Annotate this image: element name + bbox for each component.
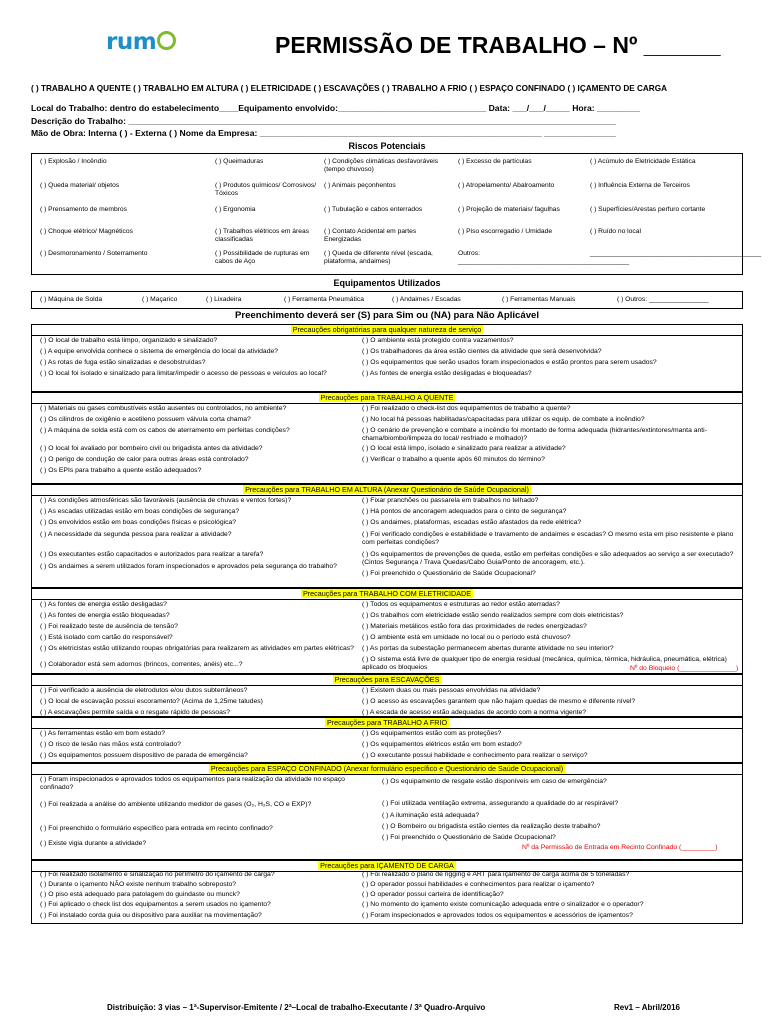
checklist-item[interactable]: ( ) Foi utilizada ventilação extrema, assegurando a qualidade do ar respirável? <box>382 800 619 807</box>
checklist-item[interactable]: ( ) As escadas utilizadas estão em boas condições de segurança? <box>40 508 240 515</box>
checklist-item[interactable]: ( ) Foi aplicado o check list dos equipamentos a serem usados no içamento? <box>40 901 271 908</box>
checklist-item[interactable]: ( ) Foi realizado o check-list dos equipamentos de trabalho a quente? <box>362 405 571 412</box>
checklist-item[interactable]: ( ) As portas da subestação permanecem abertas durante atividade no seu interior? <box>362 645 614 652</box>
checklist-item[interactable]: ( ) O local foi isolado e sinalizado para limitar/impedir o acesso de pessoas e veículos ao local? <box>40 370 327 377</box>
reference-number-note[interactable]: Nº do Bloqueio (_______________) <box>630 665 739 672</box>
checklist-item[interactable]: ( ) Existem duas ou mais pessoas envolvidas na atividade? <box>362 687 541 694</box>
checklist-item[interactable]: ( ) Os equipamentos possuem dispositivo de parada de emergência? <box>40 752 248 759</box>
checklist-item[interactable]: ( ) Os executantes estão capacitados e autorizados para realizar a tarefa? <box>40 551 264 558</box>
checklist-item[interactable]: ( ) Há pontos de ancoragem adequados para o cinto de segurança? <box>362 508 567 515</box>
checklist-item[interactable]: ( ) A iluminação está adequada? <box>382 812 480 819</box>
risco-item[interactable]: ( ) Contato Acidental em partes Energizadas <box>324 228 417 244</box>
checklist-item[interactable]: ( ) O operador possui habilidades e conhecimentos para realizar o içamento? <box>362 881 595 888</box>
checklist-item[interactable]: ( ) Os EPIs para trabalho a quente estão adequados? <box>40 467 202 474</box>
checklist-item[interactable]: ( ) Foi realizado o plano de rigging e ART para içamento de carga acima de 5 toneladas? <box>362 871 630 878</box>
risco-item[interactable]: ( ) Possibilidade de rupturas em cabos de Aço <box>215 250 310 266</box>
riscos-box <box>31 153 762 275</box>
risco-item[interactable]: ( ) Excesso de partículas <box>458 158 532 165</box>
risco-item[interactable]: ( ) Explosão / Incêndio <box>40 158 107 165</box>
checklist-item[interactable]: ( ) O cenário de prevenção e combate a incêndio foi montado de forma adequada (hidrantes/extintores/manta anti-chama/biombo/limpeza do local/ resfriado e molhado)? <box>362 427 707 442</box>
checklist-item[interactable]: ( ) A máquina de solda está com os cabos de aterramento em perfeitas condições? <box>40 427 290 434</box>
footer-revision: Rev1 – Abril/2016 <box>614 1003 680 1012</box>
section-title <box>32 393 742 404</box>
equip-item[interactable]: ( ) Máquina de Solda <box>40 296 103 303</box>
risco-item[interactable]: ( ) Ruído no local <box>590 228 641 235</box>
reference-number-note[interactable]: Nº da Permissão de Entrada em Recinto Confinado (_________) <box>522 844 718 851</box>
section-title-text: Precauções para ESCAVAÇÕES <box>334 675 440 684</box>
section-title <box>32 589 742 600</box>
section-box <box>31 717 743 763</box>
risco-item[interactable]: Outros: ______________________________________________ <box>458 250 630 266</box>
checklist-item[interactable]: ( ) Foram inspecionados e aprovados todos os equipamentos para realização da atividade no espaço confinado? <box>40 776 345 791</box>
info-local: Local do Trabalho: dentro do estabelecimento____Equipamento envolvido:_______________________________ Data: ___/___/_____ Hora: _________ <box>31 103 641 113</box>
checklist-item[interactable]: ( ) O executante possui habilidade e conhecimento para realizar o serviço? <box>362 752 588 759</box>
equip-item[interactable]: ( ) Ferramenta Pneumática <box>284 296 364 303</box>
checklist-item[interactable]: ( ) O ambiente está em umidade no local ou o período está chuvoso? <box>362 634 571 641</box>
section-title <box>32 485 742 496</box>
equip-box <box>31 291 743 309</box>
equip-item[interactable]: ( ) Andaimes / Escadas <box>392 296 461 303</box>
risco-item[interactable]: ( ) Atropelamento/ Abalroamento <box>458 182 555 189</box>
section-title-text: Precauções para ESPAÇO CONFINADO (Anexar formulário específico e Questionário de Saúde Ocupacional) <box>210 764 564 773</box>
risco-item[interactable]: ( ) Desmoronamento / Soterramento <box>40 250 148 257</box>
checklist-item[interactable]: ( ) Verificar o trabalho a quente após 60 minutos do término? <box>362 456 545 463</box>
checklist-item[interactable]: ( ) A escada de acesso estão adequadas de acordo com a norma vigente? <box>362 709 587 716</box>
risco-item[interactable]: ( ) Choque elétrico/ Magnéticos <box>40 228 133 235</box>
risco-item[interactable]: ( ) Trabalhos elétricos em áreas classificadas <box>215 228 310 244</box>
logo-circle-icon <box>157 31 176 50</box>
checklist-item[interactable]: ( ) Materiais metálicos estão fora das proximidades de redes energizadas? <box>362 623 587 630</box>
footer-distribution: Distribuição: 3 vias – 1ª-Supervisor-Emitente / 2ª–Local de trabalho-Executante / 3ª Quadro-Arquivo <box>107 1003 486 1012</box>
risco-item[interactable]: ______________________________________________ <box>590 250 762 257</box>
info-mao-de-obra: Mão de Obra: Interna ( ) - Externa ( ) Nome da Empresa: ___________________________________________________________ _______________ <box>31 128 616 138</box>
risco-item[interactable]: ( ) Prensamento de membros <box>40 206 127 213</box>
checklist-item[interactable]: ( ) Existe vigia durante a atividade? <box>40 840 147 847</box>
risco-item[interactable]: ( ) Tubulação e cabos enterrados <box>324 206 423 213</box>
checklist-item[interactable]: ( ) Os cilindros de oxigênio e acetileno possuem válvula corta chama? <box>40 416 251 423</box>
equip-item[interactable]: ( ) Outros: ________________ <box>617 296 709 303</box>
rumo-logo: rum <box>106 28 176 56</box>
section-title <box>32 675 742 686</box>
checklist-item[interactable]: ( ) O acesso as escavações garantem que não hajam quedas de mesmo e diferente nível? <box>362 698 636 705</box>
checklist-item[interactable]: ( ) Foi verificado condições e estabilidade e travamento de andaimes e escadas? O mesmo esta em piso resistente e plano com perfeitas condições? <box>362 531 734 546</box>
section-box <box>31 484 743 588</box>
checklist-item[interactable]: ( ) Os equipamento de resgate estão disponíveis em caso de emergência? <box>382 778 607 785</box>
section-title-text: Precauções para TRABALHO A QUENTE <box>320 393 454 402</box>
checklist-item[interactable]: ( ) Todos os equipamentos e estruturas ao redor estão aterradas? <box>362 601 560 608</box>
section-box <box>31 324 743 392</box>
checklist-item[interactable]: ( ) Os trabalhos com eletricidade estão sendo realizados sempre com dois eletricistas? <box>362 612 624 619</box>
section-title <box>32 764 742 775</box>
checklist-item[interactable]: ( ) Foram inspecionados e aprovados todos os equipamentos e acessórios de içamentos? <box>362 912 633 919</box>
checklist-item[interactable]: ( ) As rotas de fuga estão sinalizadas e desobstruídas? <box>40 359 206 366</box>
checklist-item[interactable]: ( ) Foi instalado corda guia ou dispositivo para auxiliar na movimentação? <box>40 912 262 919</box>
section-title-text: Precauções obrigatórias para qualquer natureza de serviço <box>292 325 482 334</box>
checklist-item[interactable]: ( ) Materiais ou gases combustíveis estão ausentes ou controlados, no ambiente? <box>40 405 287 412</box>
checklist-item[interactable]: ( ) O sistema está livre de qualquer tipo de energia residual (mecânica, química, térmica, hidráulica, pneumática, elétrica) aplicado os bloqueios <box>362 656 727 671</box>
checklist-item[interactable]: ( ) As fontes de energia estão bloqueadas? <box>40 612 170 619</box>
checklist-item[interactable]: ( ) Os equipamentos de prevenções de queda, estão em perfeitas condições e são adequados ao serviço a ser executado? (Cintos Segurança / Trava Quedas/Cabo Guia/Ponto de ancoragem, etc.). <box>362 551 734 566</box>
risco-item[interactable]: ( ) Produtos químicos/ Corrosivos/ Tóxicos <box>215 182 317 198</box>
checklist-item[interactable]: ( ) Foi realizado teste de ausência de tensão? <box>40 623 178 630</box>
checklist-item[interactable]: ( ) As fontes de energia estão desligadas? <box>40 601 167 608</box>
work-types: ( ) TRABALHO A QUENTE ( ) TRABALHO EM ALTURA ( ) ELETRICIDADE ( ) ESCAVAÇÕES ( ) TRABALHO A FRIO ( ) ESPAÇO CONFINADO ( ) IÇAMENTO DE CARGA <box>31 84 668 93</box>
checklist-item[interactable]: ( ) O operador possui carteira de identificação? <box>362 891 504 898</box>
checklist-item[interactable]: ( ) Os eletricistas estão utilizando roupas obrigatórias para realizarem as atividades em partes elétricas? <box>40 645 354 652</box>
checklist-item[interactable]: ( ) O local de trabalho está limpo, organizado e sinalizado? <box>40 337 218 344</box>
risco-item[interactable]: ( ) Queda material/ objetos <box>40 182 120 189</box>
section-title-text: Precauções para TRABALHO A FRIO <box>326 718 448 727</box>
risco-item[interactable]: ( ) Condições climáticas desfavoráveis (tempo chuvoso) <box>324 158 439 174</box>
checklist-item[interactable]: ( ) Os trabalhadores da área estão cientes da atividade que será desenvolvida? <box>362 348 602 355</box>
equip-item[interactable]: ( ) Ferramentas Manuais <box>502 296 576 303</box>
checklist-item[interactable]: ( ) Colaborador está sem adornos (brincos, correntes, anéis) etc...? <box>40 661 243 668</box>
checklist-item[interactable]: ( ) Fixar pranchões ou passarela em trabalhos no telhado? <box>362 497 539 504</box>
checklist-item[interactable]: ( ) A equipe envolvida conhece o sistema de emergência do local da atividade? <box>40 348 279 355</box>
risco-item[interactable]: ( ) Queda de diferente nível (escada, plataforma, andaimes) <box>324 250 433 266</box>
checklist-item[interactable]: ( ) Os andaimes, plataformas, escadas estão afastados da rede elétrica? <box>362 519 582 526</box>
equip-item[interactable]: ( ) Lixadeira <box>206 296 242 303</box>
checklist-item[interactable]: ( ) Foi realizado isolamento e sinalização no perímetro do içamento de carga? <box>40 871 275 878</box>
risco-item[interactable]: ( ) Acúmulo de Eletricidade Estática <box>590 158 696 165</box>
checklist-item[interactable]: ( ) No local há pessoas habilitadas/capacitadas para utilizar os equip. de combate a incêndio? <box>362 416 645 423</box>
checklist-item[interactable]: ( ) A escavações permite saída e o resgate rápido de pessoas? <box>40 709 231 716</box>
checklist-item[interactable]: ( ) As ferramentas estão em bom estado? <box>40 730 166 737</box>
checklist-item[interactable]: ( ) Foi preenchido o formulário específico para entrada em recinto confinado? <box>40 825 273 832</box>
checklist-item[interactable]: ( ) Os andaimes a serem utilizados foram inspecionados e aprovados pela segurança do trabalho? <box>40 563 337 570</box>
checklist-item[interactable]: ( ) O risco de lesão nas mãos está controlado? <box>40 741 181 748</box>
checklist-item[interactable]: ( ) Os envolvidos estão em boas condições físicas e psicológica? <box>40 519 237 526</box>
risco-item[interactable]: ( ) Influência Externa de Terceiros <box>590 182 690 189</box>
risco-item[interactable]: ( ) Animais peçonhentos <box>324 182 396 189</box>
checklist-item[interactable]: ( ) Os equipamentos elétricos estão em bom estado? <box>362 741 522 748</box>
section-box <box>31 763 743 860</box>
section-title <box>32 325 742 336</box>
info-descricao: Descrição do Trabalho: ______________________________________________________________________________________________________ <box>31 116 616 126</box>
checklist-item[interactable]: ( ) Está isolado com cartão do responsável? <box>40 634 173 641</box>
checklist-item[interactable]: ( ) No momento do içamento existe comunicação adequada entre o sinalizador e o operador? <box>362 901 644 908</box>
risco-item[interactable]: ( ) Piso escorregadio / Umidade <box>458 228 553 235</box>
checklist-item[interactable]: ( ) O perigo de condução de calor para outras áreas está controlado? <box>40 456 249 463</box>
checklist-item[interactable]: ( ) Foi preenchido o Questionário de Saúde Ocupacional? <box>382 834 556 841</box>
equip-title: Equipamentos Utilizados <box>333 278 441 288</box>
checklist-item[interactable]: ( ) Foi verificado a ausência de eletrodutos e/ou dutos subterrâneos? <box>40 687 248 694</box>
risco-item[interactable]: ( ) Queimaduras <box>215 158 264 165</box>
section-title-text: Precauções para IÇAMENTO DE CARGA <box>320 861 454 870</box>
checklist-item[interactable]: ( ) As fontes de energia estão desligadas e bloqueadas? <box>362 370 532 377</box>
risco-item[interactable]: ( ) Superfícies/Arestas perfuro cortante <box>590 206 706 213</box>
checklist-item[interactable]: ( ) O local está limpo, isolado e sinalizado para realizar a atividade? <box>362 445 566 452</box>
section-box <box>31 674 743 717</box>
risco-item[interactable]: ( ) Ergonomia <box>215 206 256 213</box>
checklist-item[interactable]: ( ) Os equipamentos estão com as proteções? <box>362 730 502 737</box>
risco-item[interactable]: ( ) Projeção de materiais/ fagulhas <box>458 206 560 213</box>
checklist-item[interactable]: ( ) O ambiente está protegido contra vazamentos? <box>362 337 514 344</box>
checklist-item[interactable]: ( ) A necessidade da segunda pessoa para realizar a atividade? <box>40 531 232 538</box>
page-title: PERMISSÃO DE TRABALHO – Nº ______ <box>275 32 721 58</box>
checklist-item[interactable]: ( ) Os equipamentos que serão usados foram inspecionados e estão prontos para serem usados? <box>362 359 657 366</box>
section-box <box>31 860 743 924</box>
checklist-item[interactable]: ( ) Foi preenchido o Questionário de Saúde Ocupacional? <box>362 570 536 577</box>
checklist-item[interactable]: ( ) O piso está adequado para patolagem do guindaste ou munck? <box>40 891 240 898</box>
checklist-item[interactable]: ( ) Durante o içamento NÃO existe nenhum trabalho sobreposto? <box>40 881 237 888</box>
fill-note: Preenchimento deverá ser (S) para Sim ou (NA) para Não Aplicável <box>234 310 540 321</box>
section-title <box>32 718 742 729</box>
section-title-text: Precauções para TRABALHO EM ALTURA (Anexar Questionário de Saúde Ocupacional) <box>245 485 529 494</box>
checklist-item[interactable]: ( ) As condições atmosféricas são favoráveis (ausência de chuvas e ventos fortes)? <box>40 497 292 504</box>
section-title-text: Precauções para TRABALHO COM ELETRICIDADE <box>302 589 472 598</box>
section-box <box>31 588 743 674</box>
section-box <box>31 392 743 484</box>
checklist-item[interactable]: ( ) Foi realizada a análise do ambiente utilizando medidor de gases (O₂, H₂S, CO e EXP)? <box>40 801 312 808</box>
checklist-item[interactable]: ( ) O local foi avaliado por bombeiro civil ou brigadista antes da atividade? <box>40 445 263 452</box>
checklist-item[interactable]: ( ) O Bombeiro ou brigadista estão cientes da realização deste trabalho? <box>382 823 601 830</box>
riscos-title: Riscos Potenciais <box>348 141 426 151</box>
equip-item[interactable]: ( ) Maçarico <box>142 296 178 303</box>
checklist-item[interactable]: ( ) O local de escavação possui escoramento? (Acima de 1,25me taludes) <box>40 698 263 705</box>
